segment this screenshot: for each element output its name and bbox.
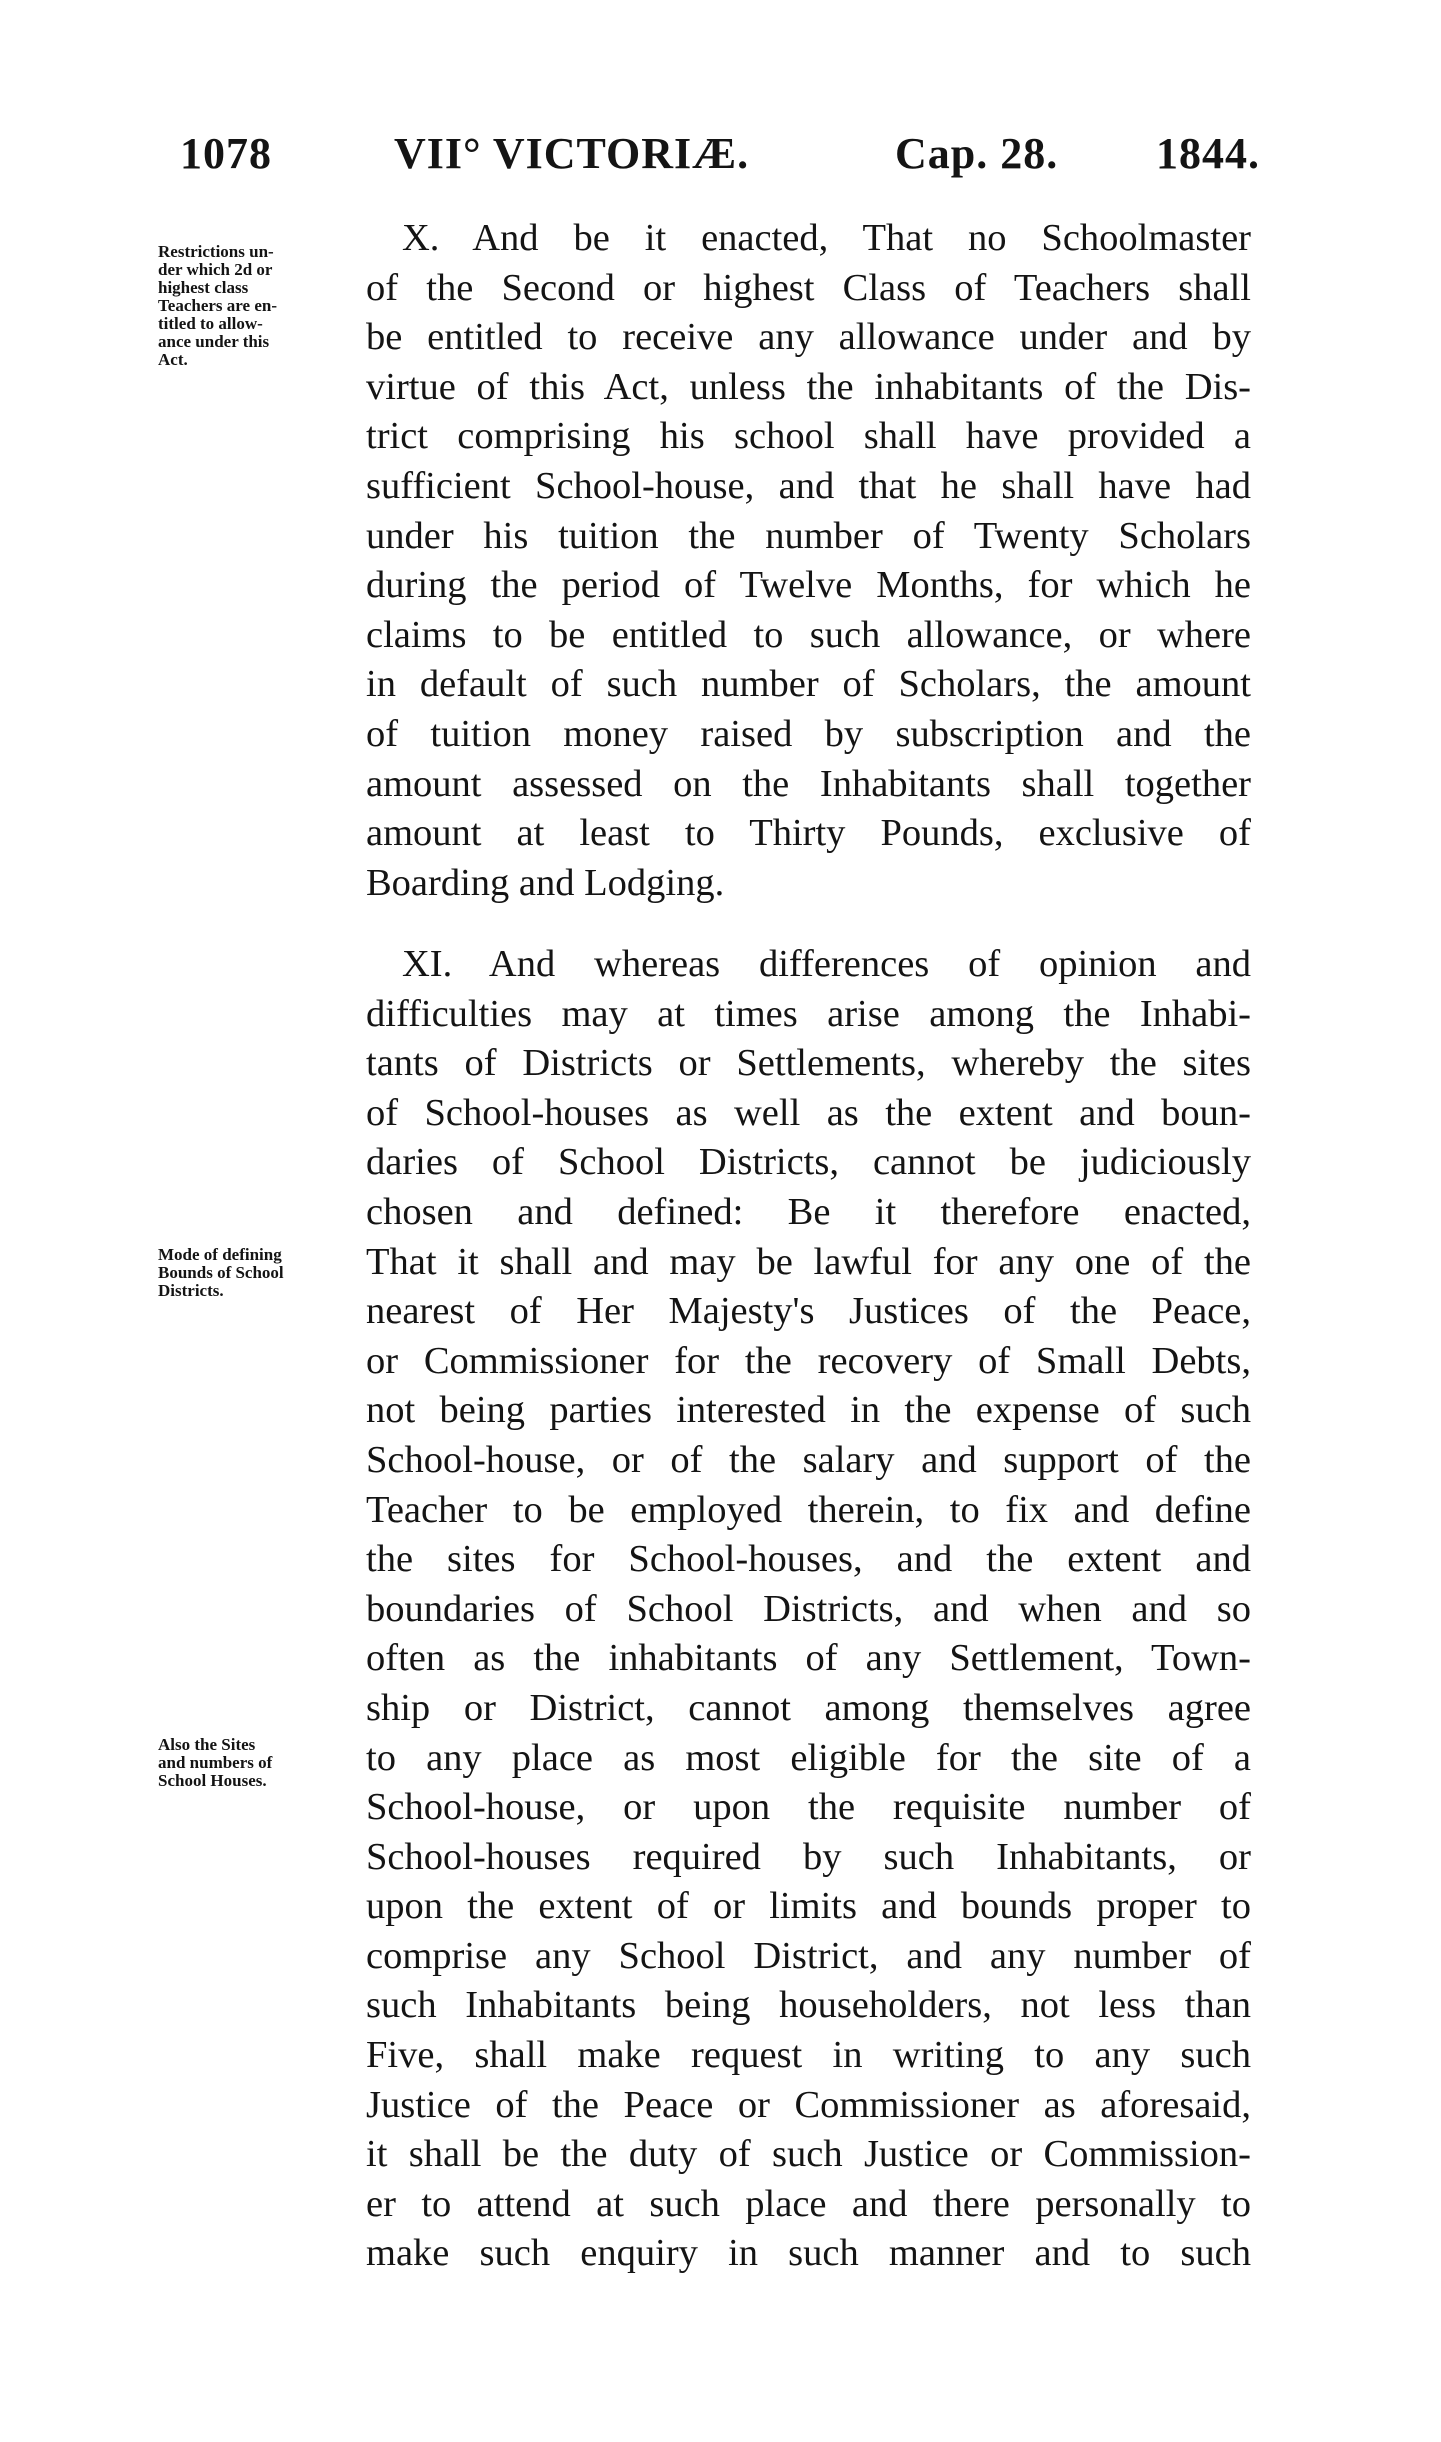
text-line: claims to be entitled to such allowance, or where — [366, 613, 1251, 656]
text-line: often as the inhabitants of any Settlement, Town- — [366, 1637, 1251, 1680]
marginal-note-line: Districts. — [158, 1281, 224, 1300]
marginal-note-line: highest class — [158, 278, 249, 297]
running-header — [180, 128, 1260, 188]
text-line: boundaries of School Districts, and when and so — [366, 1587, 1251, 1630]
text-line: be entitled to receive any allowance under and by — [366, 316, 1251, 359]
text-line: or Commissioner for the recovery of Small Debts, — [366, 1339, 1251, 1382]
text-line: amount assessed on the Inhabitants shall together — [366, 762, 1251, 805]
text-line: Teacher to be employed therein, to fix and define — [366, 1488, 1251, 1531]
text-line: in default of such number of Scholars, the amount — [366, 663, 1251, 706]
text-line: sufficient School-house, and that he shall have had — [366, 464, 1251, 507]
marginal-note-bounds — [158, 1246, 358, 1300]
statute-title: VII° VICTORIÆ. — [394, 129, 750, 178]
marginal-note-line: der which 2d or — [158, 260, 273, 279]
marginal-note-line: Mode of defining — [158, 1245, 282, 1264]
text-line: Justice of the Peace or Commissioner as aforesaid, — [366, 2083, 1251, 2126]
marginal-note-line: Teachers are en- — [158, 296, 277, 315]
text-line: make such enquiry in such manner and to such — [366, 2232, 1251, 2275]
section-xi-paragraph — [366, 940, 1251, 2279]
marginal-note-line: Restrictions un- — [158, 242, 274, 261]
text-line: of tuition money raised by subscription and the — [366, 712, 1251, 755]
text-line: to any place as most eligible for the site of a — [366, 1736, 1251, 1779]
text-line: comprise any School District, and any number of — [366, 1934, 1251, 1977]
chapter-number: Cap. 28. — [895, 129, 1059, 178]
text-line: it shall be the duty of such Justice or Commission- — [366, 2133, 1251, 2176]
text-line: of the Second or highest Class of Teachers shall — [366, 266, 1251, 309]
text-line: That it shall and may be lawful for any one of the — [366, 1240, 1251, 1283]
text-line: Five, shall make request in writing to any such — [366, 2034, 1251, 2077]
section-x-paragraph — [366, 214, 1251, 908]
text-line: of School-houses as well as the extent and boun- — [366, 1091, 1251, 1134]
marginal-note-line: ance under this — [158, 332, 270, 351]
text-line: amount at least to Thirty Pounds, exclusive of — [366, 812, 1251, 855]
text-line: the sites for School-houses, and the extent and — [366, 1538, 1251, 1581]
text-line: chosen and defined: Be it therefore enacted, — [366, 1190, 1251, 1233]
year: 1844. — [1156, 129, 1260, 178]
text-line: School-house, or of the salary and support of the — [366, 1438, 1251, 1481]
text-line: School-houses required by such Inhabitants, or — [366, 1835, 1251, 1878]
text-line: upon the extent of or limits and bounds proper to — [366, 1885, 1251, 1928]
text-line: School-house, or upon the requisite number of — [366, 1786, 1251, 1829]
marginal-note-line: Act. — [158, 350, 188, 369]
marginal-note-restrictions — [158, 243, 358, 369]
marginal-note-sites — [158, 1736, 358, 1790]
text-line: XI. And whereas differences of opinion and — [402, 943, 1251, 985]
text-line: nearest of Her Majesty's Justices of the Peace, — [366, 1290, 1251, 1333]
text-line: during the period of Twelve Months, for which he — [366, 564, 1251, 607]
text-line: under his tuition the number of Twenty Scholars — [366, 514, 1251, 557]
text-line: difficulties may at times arise among the Inhabi- — [366, 992, 1251, 1035]
text-line: not being parties interested in the expense of such — [366, 1389, 1251, 1432]
text-line: trict comprising his school shall have provided a — [366, 415, 1251, 458]
marginal-note-line: Also the Sites — [158, 1735, 256, 1754]
text-line: Boarding and Lodging. — [366, 861, 725, 904]
marginal-note-line: and numbers of — [158, 1753, 273, 1772]
marginal-note-line: titled to allow- — [158, 314, 263, 333]
text-line: daries of School Districts, cannot be judiciously — [366, 1141, 1251, 1184]
text-line: virtue of this Act, unless the inhabitants of the Dis- — [366, 365, 1251, 408]
text-line: such Inhabitants being householders, not less than — [366, 1984, 1251, 2027]
marginal-note-line: School Houses. — [158, 1771, 267, 1790]
text-line: tants of Districts or Settlements, whereby the sites — [366, 1042, 1251, 1085]
text-line: ship or District, cannot among themselves agree — [366, 1686, 1251, 1729]
text-line: er to attend at such place and there personally to — [366, 2182, 1251, 2225]
page-number: 1078 — [180, 129, 272, 178]
text-line: X. And be it enacted, That no Schoolmaster — [402, 217, 1251, 259]
marginal-note-line: Bounds of School — [158, 1263, 284, 1282]
